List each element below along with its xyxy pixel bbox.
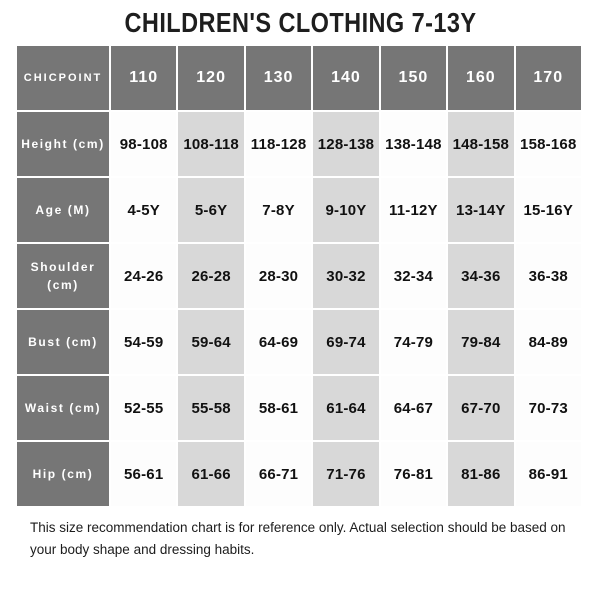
table-row <box>17 244 581 308</box>
footer-note: This size recommendation chart is for reference only. Actual selection should be based on your body shape and dressing habits. <box>30 520 566 558</box>
value-cell: 74-79 <box>381 310 446 374</box>
value-cell: 86-91 <box>516 442 581 506</box>
size-header-cell: 160 <box>448 46 513 110</box>
value-cell: 158-168 <box>516 112 581 176</box>
value-cell: 98-108 <box>111 112 176 176</box>
size-header-cell: 150 <box>381 46 446 110</box>
value-cell: 81-86 <box>448 442 513 506</box>
value-cell: 118-128 <box>246 112 311 176</box>
value-cell: 26-28 <box>178 244 243 308</box>
value-cell: 54-59 <box>111 310 176 374</box>
value-cell: 7-8Y <box>246 178 311 242</box>
value-cell: 9-10Y <box>313 178 378 242</box>
page-title-text: CHILDREN'S CLOTHING 7-13Y <box>124 7 476 38</box>
size-chart-page <box>0 7 600 607</box>
size-header-cell: 120 <box>178 46 243 110</box>
table-row <box>17 178 581 242</box>
value-cell: 79-84 <box>448 310 513 374</box>
size-header-cell: 170 <box>516 46 581 110</box>
value-cell: 4-5Y <box>111 178 176 242</box>
row-label-cell: Age (M) <box>17 178 109 242</box>
value-cell: 61-66 <box>178 442 243 506</box>
table-row <box>17 112 581 176</box>
value-cell: 108-118 <box>178 112 243 176</box>
value-cell: 70-73 <box>516 376 581 440</box>
value-cell: 128-138 <box>313 112 378 176</box>
value-cell: 64-69 <box>246 310 311 374</box>
value-cell: 67-70 <box>448 376 513 440</box>
size-header-cell: 130 <box>246 46 311 110</box>
header-row <box>17 46 581 110</box>
value-cell: 71-76 <box>313 442 378 506</box>
value-cell: 69-74 <box>313 310 378 374</box>
value-cell: 55-58 <box>178 376 243 440</box>
value-cell: 66-71 <box>246 442 311 506</box>
table-row <box>17 376 581 440</box>
brand-corner-cell: CHICPOINT <box>17 46 109 110</box>
value-cell: 28-30 <box>246 244 311 308</box>
size-table-body <box>17 46 581 506</box>
value-cell: 64-67 <box>381 376 446 440</box>
size-header-cell: 140 <box>313 46 378 110</box>
row-label-cell: Waist (cm) <box>17 376 109 440</box>
size-header-cell: 110 <box>111 46 176 110</box>
size-table <box>15 44 583 508</box>
value-cell: 56-61 <box>111 442 176 506</box>
table-row <box>17 442 581 506</box>
value-cell: 24-26 <box>111 244 176 308</box>
row-label-cell: Bust (cm) <box>17 310 109 374</box>
row-label-cell: Height (cm) <box>17 112 109 176</box>
value-cell: 76-81 <box>381 442 446 506</box>
value-cell: 84-89 <box>516 310 581 374</box>
table-row <box>17 310 581 374</box>
value-cell: 36-38 <box>516 244 581 308</box>
row-label-cell: Hip (cm) <box>17 442 109 506</box>
value-cell: 34-36 <box>448 244 513 308</box>
value-cell: 59-64 <box>178 310 243 374</box>
value-cell: 5-6Y <box>178 178 243 242</box>
value-cell: 15-16Y <box>516 178 581 242</box>
value-cell: 138-148 <box>381 112 446 176</box>
value-cell: 52-55 <box>111 376 176 440</box>
value-cell: 30-32 <box>313 244 378 308</box>
value-cell: 148-158 <box>448 112 513 176</box>
value-cell: 61-64 <box>313 376 378 440</box>
page-title <box>0 7 600 39</box>
value-cell: 11-12Y <box>381 178 446 242</box>
value-cell: 13-14Y <box>448 178 513 242</box>
value-cell: 32-34 <box>381 244 446 308</box>
row-label-cell: Shoulder (cm) <box>17 244 109 308</box>
value-cell: 58-61 <box>246 376 311 440</box>
